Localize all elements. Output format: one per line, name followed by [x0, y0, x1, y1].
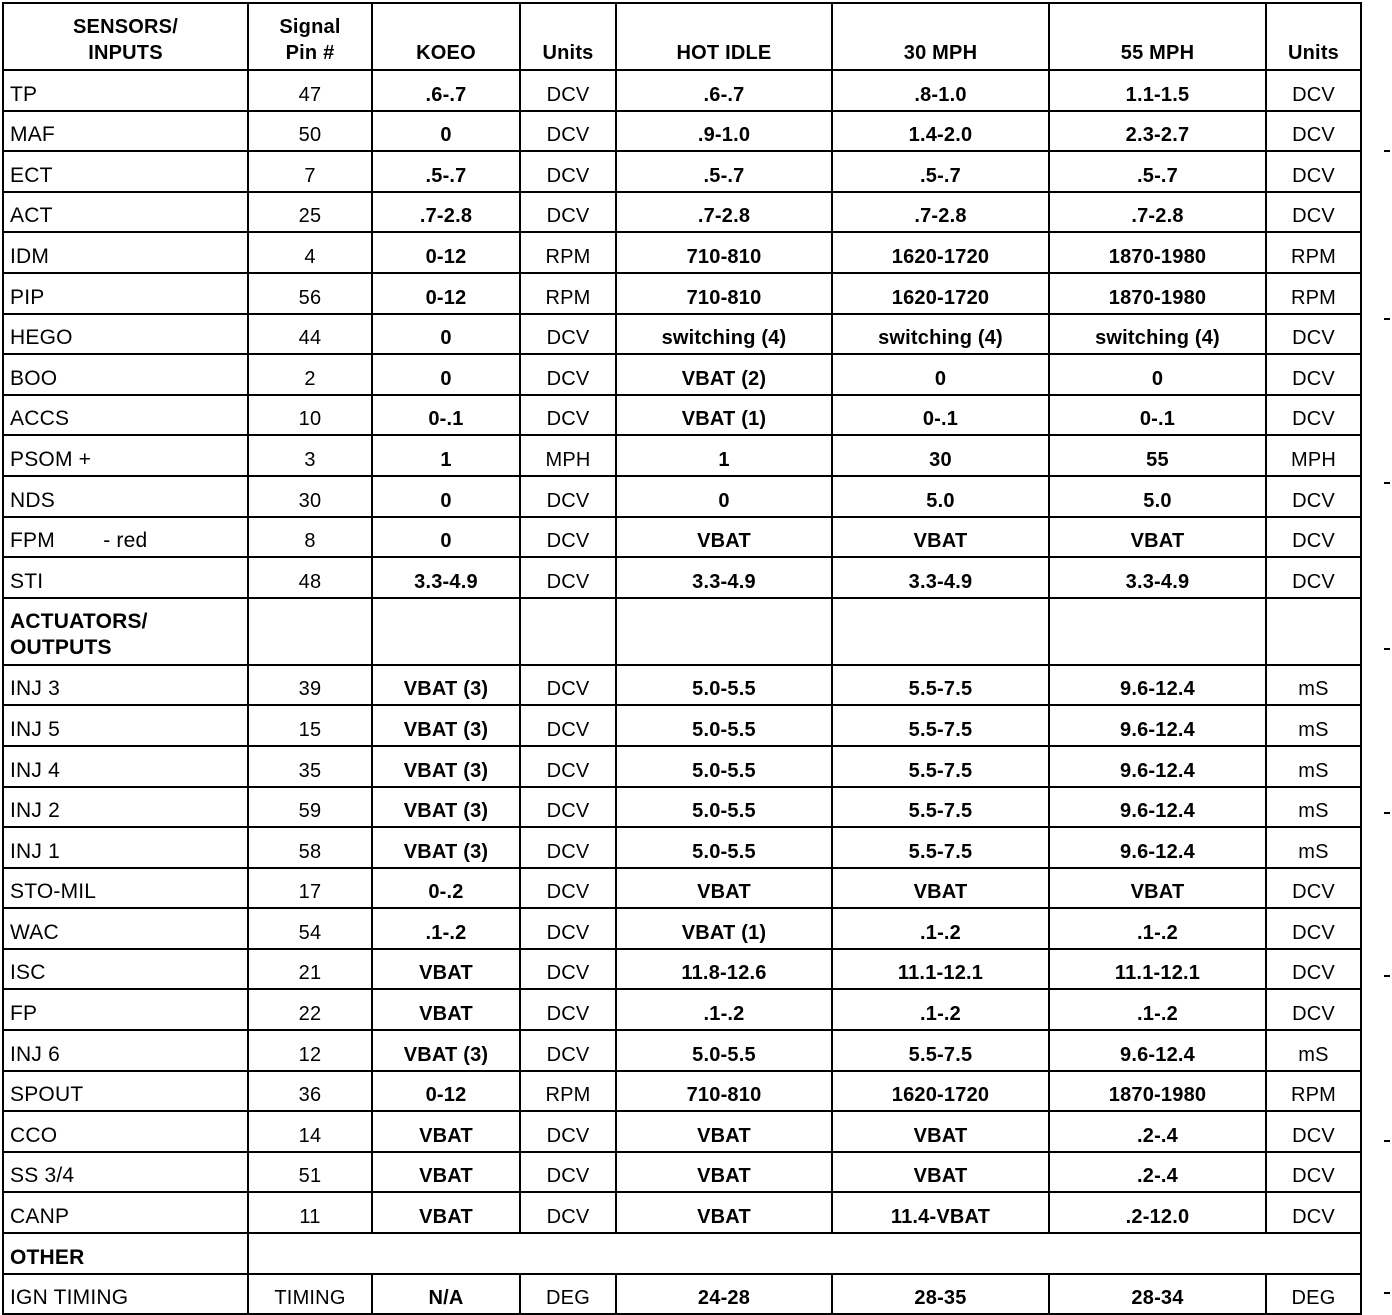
koeo-value: VBAT: [372, 1192, 520, 1233]
hot-idle-value: 3.3-4.9: [616, 557, 832, 598]
units-2: DCV: [1266, 557, 1361, 598]
mph-30-value: 28-35: [832, 1274, 1049, 1315]
units-2: DCV: [1266, 868, 1361, 909]
mph-55-value: .7-2.8: [1049, 192, 1266, 233]
koeo-value: 0: [372, 314, 520, 355]
units-1: DEG: [520, 1274, 616, 1315]
empty-cell: [1049, 598, 1266, 665]
mph-30-value: 11.4-VBAT: [832, 1192, 1049, 1233]
hot-idle-value: 710-810: [616, 273, 832, 314]
mph-55-value: 2.3-2.7: [1049, 111, 1266, 152]
hot-idle-value: VBAT: [616, 517, 832, 558]
units-2: mS: [1266, 1030, 1361, 1071]
mph-30-value: .1-.2: [832, 989, 1049, 1030]
koeo-value: VBAT: [372, 1152, 520, 1193]
koeo-value: VBAT (3): [372, 746, 520, 787]
hot-idle-value: 1: [616, 435, 832, 476]
signal-pin: TIMING: [248, 1274, 372, 1315]
units-2: mS: [1266, 705, 1361, 746]
row-name: IGN TIMING: [3, 1274, 248, 1315]
sensor-row: [3, 232, 1361, 273]
sensor-row: [3, 314, 1361, 355]
other-section-header: [3, 1233, 1361, 1274]
actuator-row: [3, 1111, 1361, 1152]
units-1: DCV: [520, 476, 616, 517]
mph-30-value: 3.3-4.9: [832, 557, 1049, 598]
units-2: DEG: [1266, 1274, 1361, 1315]
mph-55-value: 55: [1049, 435, 1266, 476]
mph-30-value: .1-.2: [832, 908, 1049, 949]
hot-idle-value: .5-.7: [616, 151, 832, 192]
sensor-row: [3, 70, 1361, 111]
signal-pin: 3: [248, 435, 372, 476]
signal-pin: 36: [248, 1071, 372, 1112]
signal-pin: 17: [248, 868, 372, 909]
units-2: DCV: [1266, 70, 1361, 111]
actuator-row: [3, 1152, 1361, 1193]
sensor-row: [3, 354, 1361, 395]
mph-30-value: 30: [832, 435, 1049, 476]
header-units-1: Units: [520, 3, 616, 70]
signal-pin: 8: [248, 517, 372, 558]
signal-pin: 54: [248, 908, 372, 949]
mph-55-value: 1870-1980: [1049, 232, 1266, 273]
koeo-value: 0: [372, 476, 520, 517]
hot-idle-value: .6-.7: [616, 70, 832, 111]
page-edge-marks: [1378, 0, 1392, 1300]
mph-55-value: .2-.4: [1049, 1152, 1266, 1193]
actuator-row: [3, 665, 1361, 706]
units-2: mS: [1266, 787, 1361, 828]
row-name: FP: [3, 989, 248, 1030]
units-2: RPM: [1266, 273, 1361, 314]
mph-30-value: .8-1.0: [832, 70, 1049, 111]
mph-30-value: 1620-1720: [832, 1071, 1049, 1112]
units-1: DCV: [520, 787, 616, 828]
row-name: BOO: [3, 354, 248, 395]
mph-55-value: switching (4): [1049, 314, 1266, 355]
row-name: CANP: [3, 1192, 248, 1233]
koeo-value: 0-.1: [372, 395, 520, 436]
signal-pin: 30: [248, 476, 372, 517]
units-1: DCV: [520, 111, 616, 152]
hot-idle-value: .1-.2: [616, 989, 832, 1030]
units-2: DCV: [1266, 1152, 1361, 1193]
units-1: DCV: [520, 827, 616, 868]
signal-pin: 10: [248, 395, 372, 436]
actuator-row: [3, 827, 1361, 868]
mph-55-value: 1870-1980: [1049, 1071, 1266, 1112]
row-name: HEGO: [3, 314, 248, 355]
hot-idle-value: 11.8-12.6: [616, 949, 832, 990]
signal-pin: 22: [248, 989, 372, 1030]
row-name: CCO: [3, 1111, 248, 1152]
header-30-mph: 30 MPH: [832, 3, 1049, 70]
hot-idle-value: .9-1.0: [616, 111, 832, 152]
koeo-value: VBAT: [372, 949, 520, 990]
sensor-row: [3, 435, 1361, 476]
signal-pin: 15: [248, 705, 372, 746]
hot-idle-value: .7-2.8: [616, 192, 832, 233]
mph-55-value: .2-.4: [1049, 1111, 1266, 1152]
row-name: INJ 2: [3, 787, 248, 828]
koeo-value: N/A: [372, 1274, 520, 1315]
koeo-value: VBAT (3): [372, 705, 520, 746]
row-name: INJ 3: [3, 665, 248, 706]
hot-idle-value: 5.0-5.5: [616, 665, 832, 706]
signal-pin: 21: [248, 949, 372, 990]
actuators-section: [3, 665, 1361, 1233]
mph-30-value: .7-2.8: [832, 192, 1049, 233]
hot-idle-value: VBAT: [616, 1152, 832, 1193]
actuator-row: [3, 1071, 1361, 1112]
units-1: DCV: [520, 1111, 616, 1152]
actuator-row: [3, 705, 1361, 746]
koeo-value: 0-.2: [372, 868, 520, 909]
signal-pin: 47: [248, 70, 372, 111]
units-1: DCV: [520, 1030, 616, 1071]
units-2: DCV: [1266, 192, 1361, 233]
actuator-row: [3, 1030, 1361, 1071]
mph-55-value: 5.0: [1049, 476, 1266, 517]
units-1: DCV: [520, 949, 616, 990]
mph-55-value: 9.6-12.4: [1049, 705, 1266, 746]
units-2: DCV: [1266, 949, 1361, 990]
koeo-value: VBAT (3): [372, 665, 520, 706]
row-name: STI: [3, 557, 248, 598]
koeo-value: .5-.7: [372, 151, 520, 192]
row-name: MAF: [3, 111, 248, 152]
sensors-section: [3, 70, 1361, 598]
mph-55-value: 9.6-12.4: [1049, 1030, 1266, 1071]
mph-30-value: 1.4-2.0: [832, 111, 1049, 152]
koeo-value: 0-12: [372, 1071, 520, 1112]
mph-55-value: .1-.2: [1049, 908, 1266, 949]
empty-cell: [616, 598, 832, 665]
row-name: FPM - red: [3, 517, 248, 558]
mph-55-value: 1.1-1.5: [1049, 70, 1266, 111]
mph-30-value: 5.5-7.5: [832, 1030, 1049, 1071]
hot-idle-value: 710-810: [616, 232, 832, 273]
koeo-value: .6-.7: [372, 70, 520, 111]
units-1: DCV: [520, 395, 616, 436]
row-name: SPOUT: [3, 1071, 248, 1112]
sensor-row: [3, 151, 1361, 192]
mph-30-value: VBAT: [832, 1152, 1049, 1193]
sensor-row: [3, 395, 1361, 436]
mph-30-value: VBAT: [832, 868, 1049, 909]
mph-55-value: .1-.2: [1049, 989, 1266, 1030]
signal-pin: 58: [248, 827, 372, 868]
row-name: INJ 5: [3, 705, 248, 746]
actuator-row: [3, 1192, 1361, 1233]
koeo-value: 1: [372, 435, 520, 476]
units-2: DCV: [1266, 354, 1361, 395]
section-label-actuators: ACTUATORS/ OUTPUTS: [3, 598, 248, 665]
empty-cell: [248, 598, 372, 665]
units-1: DCV: [520, 314, 616, 355]
row-name: IDM: [3, 232, 248, 273]
koeo-value: VBAT (3): [372, 787, 520, 828]
mph-55-value: 9.6-12.4: [1049, 665, 1266, 706]
units-1: DCV: [520, 354, 616, 395]
mph-30-value: 1620-1720: [832, 232, 1049, 273]
row-name: INJ 4: [3, 746, 248, 787]
section-row-other: [3, 1233, 1361, 1274]
units-2: DCV: [1266, 908, 1361, 949]
units-2: DCV: [1266, 314, 1361, 355]
hot-idle-value: VBAT (1): [616, 395, 832, 436]
row-name: WAC: [3, 908, 248, 949]
row-name: PIP: [3, 273, 248, 314]
mph-30-value: 5.5-7.5: [832, 705, 1049, 746]
units-2: DCV: [1266, 1111, 1361, 1152]
row-name: ACT: [3, 192, 248, 233]
sensor-row: [3, 517, 1361, 558]
row-name: SS 3/4: [3, 1152, 248, 1193]
other-section: [3, 1274, 1361, 1315]
units-2: DCV: [1266, 151, 1361, 192]
sensor-row: [3, 111, 1361, 152]
units-1: DCV: [520, 989, 616, 1030]
koeo-value: 0-12: [372, 273, 520, 314]
mph-55-value: 9.6-12.4: [1049, 746, 1266, 787]
units-2: mS: [1266, 746, 1361, 787]
hot-idle-value: VBAT: [616, 1192, 832, 1233]
units-2: DCV: [1266, 476, 1361, 517]
mph-55-value: 1870-1980: [1049, 273, 1266, 314]
other-row: [3, 1274, 1361, 1315]
units-1: DCV: [520, 192, 616, 233]
empty-cell: [1266, 598, 1361, 665]
hot-idle-value: VBAT: [616, 1111, 832, 1152]
hot-idle-value: 5.0-5.5: [616, 746, 832, 787]
units-1: DCV: [520, 746, 616, 787]
mph-55-value: 0: [1049, 354, 1266, 395]
koeo-value: VBAT: [372, 1111, 520, 1152]
header-units-2: Units: [1266, 3, 1361, 70]
units-2: mS: [1266, 827, 1361, 868]
koeo-value: .1-.2: [372, 908, 520, 949]
mph-55-value: 9.6-12.4: [1049, 827, 1266, 868]
mph-55-value: 28-34: [1049, 1274, 1266, 1315]
koeo-value: VBAT (3): [372, 1030, 520, 1071]
koeo-value: 0: [372, 354, 520, 395]
signal-pin: 50: [248, 111, 372, 152]
koeo-value: 3.3-4.9: [372, 557, 520, 598]
units-1: DCV: [520, 151, 616, 192]
header-pin: Signal Pin #: [248, 3, 372, 70]
row-name: PSOM +: [3, 435, 248, 476]
mph-55-value: 11.1-12.1: [1049, 949, 1266, 990]
header-koeo: KOEO: [372, 3, 520, 70]
row-name: ACCS: [3, 395, 248, 436]
mph-30-value: switching (4): [832, 314, 1049, 355]
units-2: RPM: [1266, 1071, 1361, 1112]
units-2: mS: [1266, 665, 1361, 706]
units-1: DCV: [520, 517, 616, 558]
sensor-row: [3, 273, 1361, 314]
mph-30-value: VBAT: [832, 1111, 1049, 1152]
sensor-row: [3, 557, 1361, 598]
hot-idle-value: switching (4): [616, 314, 832, 355]
empty-cell: [832, 598, 1049, 665]
mph-30-value: 0-.1: [832, 395, 1049, 436]
mph-30-value: 5.5-7.5: [832, 746, 1049, 787]
header-hot-idle: HOT IDLE: [616, 3, 832, 70]
units-1: MPH: [520, 435, 616, 476]
mph-30-value: 5.0: [832, 476, 1049, 517]
units-1: DCV: [520, 70, 616, 111]
row-name: ISC: [3, 949, 248, 990]
mph-30-value: .5-.7: [832, 151, 1049, 192]
units-1: DCV: [520, 868, 616, 909]
units-2: DCV: [1266, 395, 1361, 436]
units-1: RPM: [520, 232, 616, 273]
mph-55-value: .5-.7: [1049, 151, 1266, 192]
signal-pin: 4: [248, 232, 372, 273]
hot-idle-value: VBAT (2): [616, 354, 832, 395]
empty-cell: [248, 1233, 1361, 1274]
sensor-row: [3, 192, 1361, 233]
signal-pin: 35: [248, 746, 372, 787]
mph-55-value: VBAT: [1049, 517, 1266, 558]
mph-55-value: 9.6-12.4: [1049, 787, 1266, 828]
units-2: MPH: [1266, 435, 1361, 476]
mph-30-value: VBAT: [832, 517, 1049, 558]
row-name: TP: [3, 70, 248, 111]
actuator-row: [3, 989, 1361, 1030]
actuators-section-header: [3, 598, 1361, 665]
signal-pin: 11: [248, 1192, 372, 1233]
mph-30-value: 5.5-7.5: [832, 827, 1049, 868]
mph-30-value: 5.5-7.5: [832, 665, 1049, 706]
mph-55-value: 0-.1: [1049, 395, 1266, 436]
hot-idle-value: 24-28: [616, 1274, 832, 1315]
units-1: RPM: [520, 273, 616, 314]
actuator-row: [3, 949, 1361, 990]
signal-pin: 59: [248, 787, 372, 828]
hot-idle-value: VBAT: [616, 868, 832, 909]
koeo-value: 0: [372, 517, 520, 558]
section-row-actuators: [3, 598, 1361, 665]
signal-pin: 48: [248, 557, 372, 598]
units-2: DCV: [1266, 989, 1361, 1030]
mph-30-value: 0: [832, 354, 1049, 395]
row-name: ECT: [3, 151, 248, 192]
actuator-row: [3, 787, 1361, 828]
units-1: DCV: [520, 1192, 616, 1233]
koeo-value: 0: [372, 111, 520, 152]
hot-idle-value: 5.0-5.5: [616, 787, 832, 828]
units-2: DCV: [1266, 517, 1361, 558]
units-1: RPM: [520, 1071, 616, 1112]
hot-idle-value: VBAT (1): [616, 908, 832, 949]
row-name: INJ 6: [3, 1030, 248, 1071]
section-label-other: OTHER: [3, 1233, 248, 1274]
units-1: DCV: [520, 1152, 616, 1193]
koeo-value: .7-2.8: [372, 192, 520, 233]
signal-pin: 44: [248, 314, 372, 355]
units-1: DCV: [520, 705, 616, 746]
mph-55-value: .2-12.0: [1049, 1192, 1266, 1233]
actuator-row: [3, 908, 1361, 949]
empty-cell: [372, 598, 520, 665]
row-name: STO-MIL: [3, 868, 248, 909]
koeo-value: 0-12: [372, 232, 520, 273]
signal-pin: 56: [248, 273, 372, 314]
mph-30-value: 1620-1720: [832, 273, 1049, 314]
signal-pin: 7: [248, 151, 372, 192]
units-1: DCV: [520, 557, 616, 598]
actuator-row: [3, 746, 1361, 787]
hot-idle-value: 5.0-5.5: [616, 1030, 832, 1071]
signal-pin: 14: [248, 1111, 372, 1152]
row-name: NDS: [3, 476, 248, 517]
header-55-mph: 55 MPH: [1049, 3, 1266, 70]
koeo-value: VBAT (3): [372, 827, 520, 868]
mph-30-value: 11.1-12.1: [832, 949, 1049, 990]
header-row: [3, 3, 1361, 70]
diagnostic-spec-table: [2, 2, 1362, 1315]
units-2: DCV: [1266, 1192, 1361, 1233]
hot-idle-value: 5.0-5.5: [616, 827, 832, 868]
mph-55-value: 3.3-4.9: [1049, 557, 1266, 598]
empty-cell: [520, 598, 616, 665]
koeo-value: VBAT: [372, 989, 520, 1030]
hot-idle-value: 5.0-5.5: [616, 705, 832, 746]
header-sensor: SENSORS/ INPUTS: [3, 3, 248, 70]
actuator-row: [3, 868, 1361, 909]
hot-idle-value: 0: [616, 476, 832, 517]
units-2: DCV: [1266, 111, 1361, 152]
units-1: DCV: [520, 665, 616, 706]
signal-pin: 2: [248, 354, 372, 395]
units-2: RPM: [1266, 232, 1361, 273]
signal-pin: 12: [248, 1030, 372, 1071]
mph-30-value: 5.5-7.5: [832, 787, 1049, 828]
signal-pin: 39: [248, 665, 372, 706]
units-1: DCV: [520, 908, 616, 949]
sensor-row: [3, 476, 1361, 517]
signal-pin: 25: [248, 192, 372, 233]
row-name: INJ 1: [3, 827, 248, 868]
signal-pin: 51: [248, 1152, 372, 1193]
mph-55-value: VBAT: [1049, 868, 1266, 909]
hot-idle-value: 710-810: [616, 1071, 832, 1112]
